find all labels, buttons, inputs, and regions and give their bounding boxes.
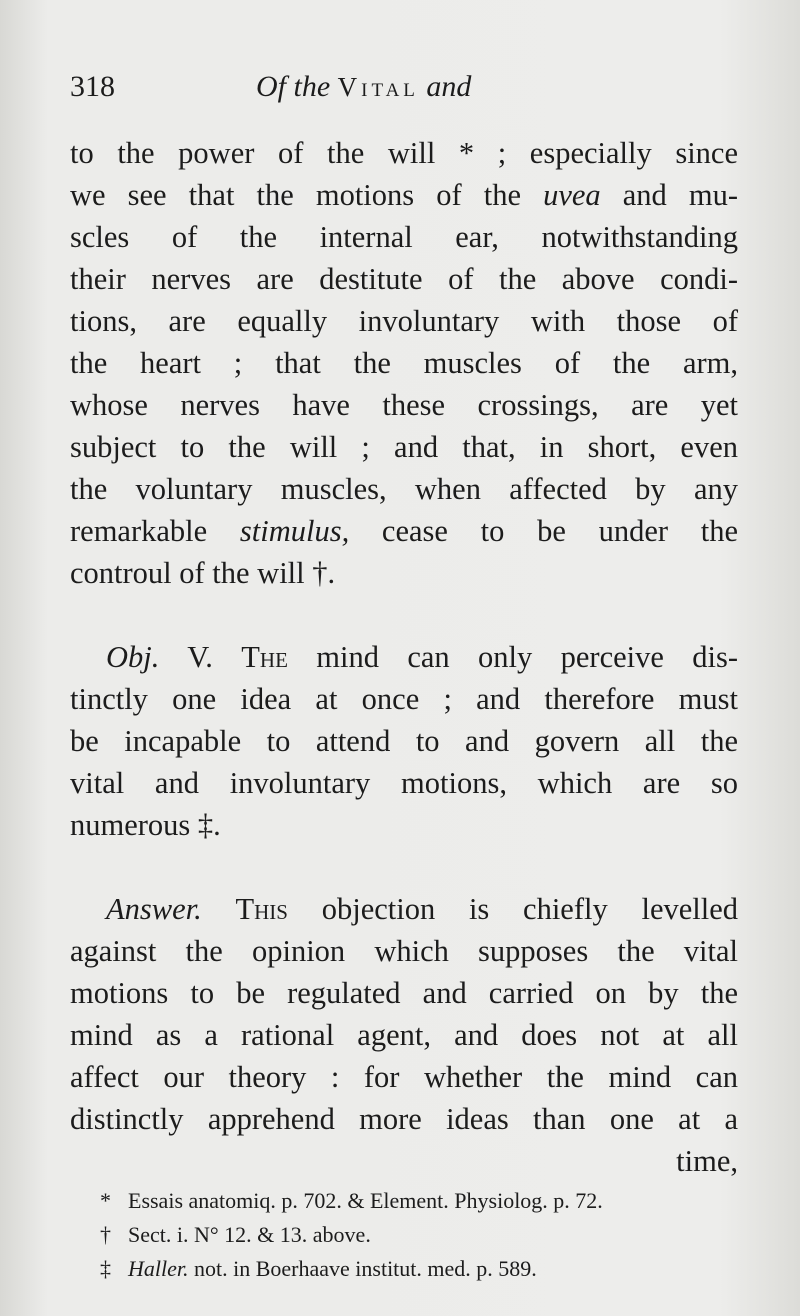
text-fragment: objection is chiefly levelled	[321, 892, 739, 926]
text-line: controul of the will †.	[70, 556, 336, 590]
text-line: vital and involuntary motions, which are so	[70, 766, 738, 800]
text-line: subject to the will ; and that, in short, even	[70, 430, 738, 464]
text-line: numerous ‡.	[70, 808, 221, 842]
text-line: whose nerves have these crossings, are yet	[70, 388, 738, 422]
footnote-author: Haller.	[128, 1256, 189, 1281]
running-title	[256, 70, 471, 104]
running-header	[70, 70, 730, 120]
text-fragment: mind can only perceive dis-	[316, 640, 739, 674]
title-of: Of	[256, 70, 286, 103]
text-fragment: cease to be under the	[381, 514, 739, 548]
text-line: against the opinion which supposes the vital	[70, 934, 738, 968]
text-fragment: we see that the motions of the	[70, 178, 521, 212]
objection-numeral: V.	[187, 640, 213, 674]
text-line: scles of the internal ear, notwithstanding	[70, 220, 738, 254]
lead-word: The	[241, 640, 288, 674]
text-line	[70, 510, 738, 552]
text-line: be incapable to attend to and govern all the	[70, 724, 738, 758]
title-and: and	[426, 70, 472, 103]
footnote-text: Essais anatomiq. p. 702. & Element. Physiolog. p. 72.	[128, 1188, 603, 1213]
paragraph-gap	[70, 846, 738, 888]
catchword: time,	[676, 1144, 738, 1178]
footnote-mark: ‡	[100, 1256, 111, 1281]
text-line: distinctly apprehend more ideas than one at a	[70, 1102, 738, 1136]
body-text	[70, 132, 738, 1182]
footnote	[100, 1218, 740, 1252]
title-vital: Vital	[337, 72, 419, 102]
lead-word: This	[235, 892, 288, 926]
text-line: affect our theory : for whether the mind can	[70, 1060, 738, 1094]
text-fragment: remarkable	[70, 514, 208, 548]
text-line	[70, 174, 738, 216]
title-the: the	[293, 70, 331, 103]
footnote-text: not. in Boerhaave institut. med. p. 589.	[194, 1256, 537, 1281]
objection-label: Obj.	[106, 640, 160, 674]
text-line: to the power of the will * ; especially since	[70, 136, 738, 170]
text-line: their nerves are destitute of the above condi-	[70, 262, 738, 296]
paragraph-gap	[70, 594, 738, 636]
text-line: mind as a rational agent, and does not at all	[70, 1018, 738, 1052]
text-line: motions to be regulated and carried on by the	[70, 976, 738, 1010]
italic-term-uvea: uvea	[543, 178, 601, 212]
footnote	[100, 1184, 740, 1218]
text-fragment: and mu-	[622, 178, 739, 212]
text-line	[70, 888, 738, 930]
text-line: the voluntary muscles, when affected by any	[70, 472, 738, 506]
text-line: tinctly one idea at once ; and therefore must	[70, 682, 738, 716]
text-line: tions, are equally involuntary with those of	[70, 304, 738, 338]
footnotes	[100, 1184, 740, 1286]
page-number: 318	[70, 70, 115, 103]
answer-label: Answer.	[106, 892, 202, 926]
italic-term-stimulus: stimulus,	[239, 514, 350, 548]
footnote-mark: †	[100, 1222, 111, 1247]
footnote	[100, 1252, 740, 1286]
footnote-text: Sect. i. N° 12. & 13. above.	[128, 1222, 371, 1247]
text-line	[70, 636, 738, 678]
text-line: the heart ; that the muscles of the arm,	[70, 346, 738, 380]
footnote-mark: *	[100, 1188, 111, 1213]
